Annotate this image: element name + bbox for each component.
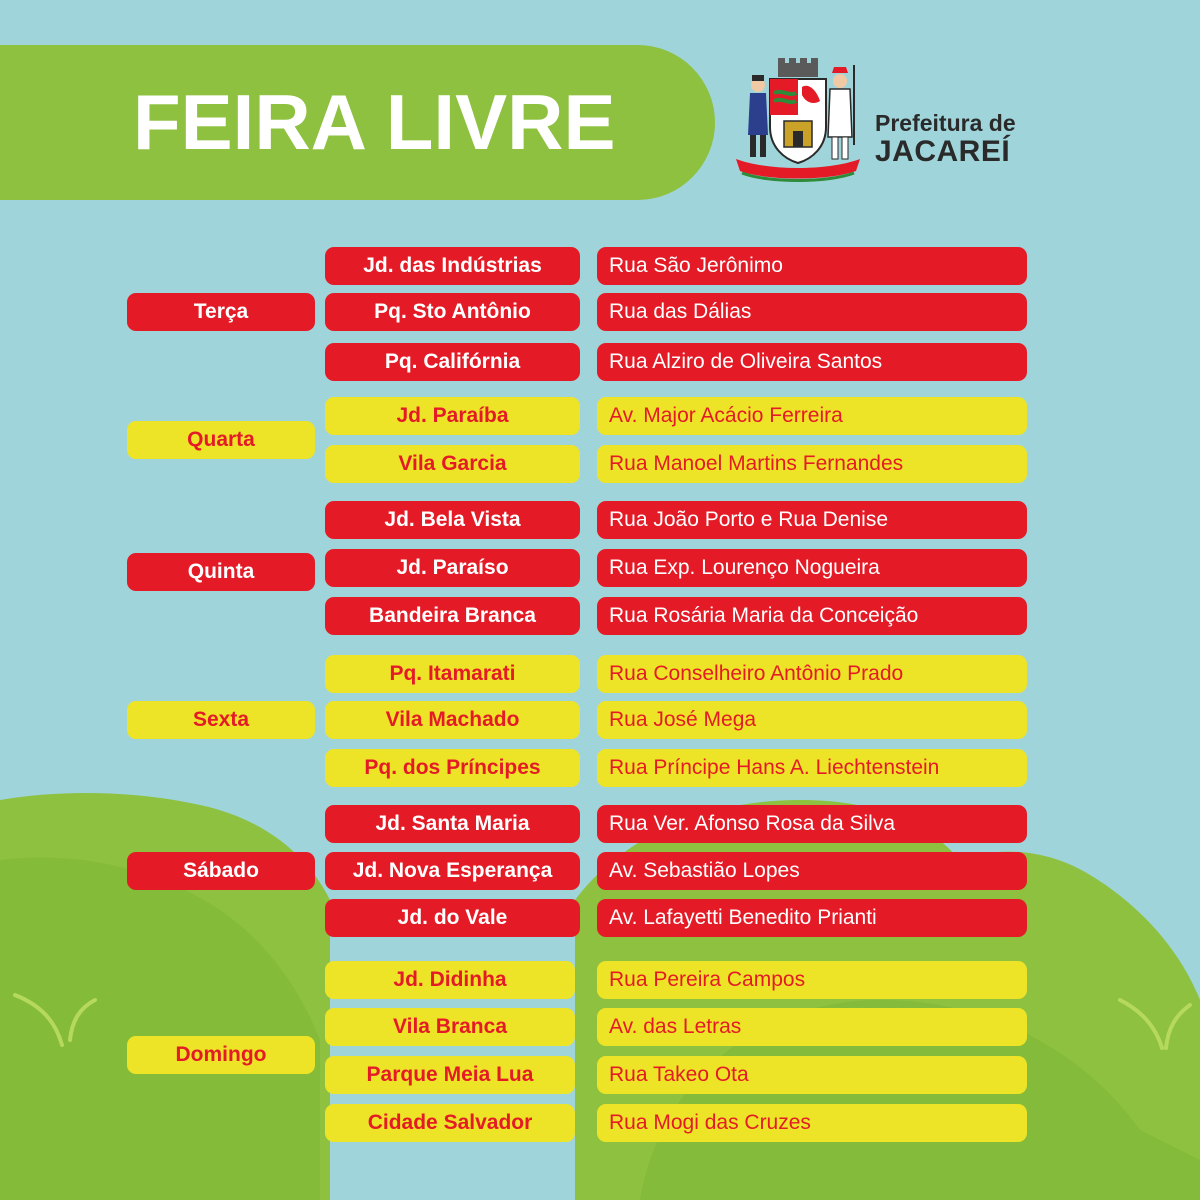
day-label: Domingo	[127, 1036, 315, 1074]
neighborhood-label: Jd. Bela Vista	[325, 501, 580, 539]
street-label: Rua Mogi das Cruzes	[597, 1104, 1027, 1142]
street-label: Rua Príncipe Hans A. Liechtenstein	[597, 749, 1027, 787]
street-label: Rua Conselheiro Antônio Prado	[597, 655, 1027, 693]
neighborhood-label: Vila Garcia	[325, 445, 580, 483]
street-label: Av. das Letras	[597, 1008, 1027, 1046]
neighborhood-label: Jd. Paraíso	[325, 549, 580, 587]
neighborhood-label: Jd. do Vale	[325, 899, 580, 937]
street-label: Rua Pereira Campos	[597, 961, 1027, 999]
brand-line-1: Prefeitura de	[875, 110, 1016, 136]
neighborhood-label: Jd. Paraíba	[325, 397, 580, 435]
neighborhood-label: Bandeira Branca	[325, 597, 580, 635]
street-label: Rua Manoel Martins Fernandes	[597, 445, 1027, 483]
street-label: Av. Lafayetti Benedito Prianti	[597, 899, 1027, 937]
street-label: Rua João Porto e Rua Denise	[597, 501, 1027, 539]
street-label: Rua José Mega	[597, 701, 1027, 739]
neighborhood-label: Vila Machado	[325, 701, 580, 739]
neighborhood-label: Jd. Nova Esperança	[325, 852, 580, 890]
street-label: Rua Ver. Afonso Rosa da Silva	[597, 805, 1027, 843]
street-label: Rua das Dálias	[597, 293, 1027, 331]
neighborhood-label: Parque Meia Lua	[325, 1056, 575, 1094]
neighborhood-label: Cidade Salvador	[325, 1104, 575, 1142]
day-label: Quinta	[127, 553, 315, 591]
day-label: Sábado	[127, 852, 315, 890]
street-label: Rua Alziro de Oliveira Santos	[597, 343, 1027, 381]
day-label: Sexta	[127, 701, 315, 739]
street-label: Rua Takeo Ota	[597, 1056, 1027, 1094]
day-label: Quarta	[127, 421, 315, 459]
neighborhood-label: Pq. Sto Antônio	[325, 293, 580, 331]
street-label: Rua Exp. Lourenço Nogueira	[597, 549, 1027, 587]
neighborhood-label: Pq. Itamarati	[325, 655, 580, 693]
street-label: Rua São Jerônimo	[597, 247, 1027, 285]
coat-of-arms-logo	[728, 55, 868, 190]
brand-line-2: JACAREÍ	[875, 135, 1011, 168]
neighborhood-label: Jd. das Indústrias	[325, 247, 580, 285]
page-title: FEIRA LIVRE	[133, 78, 616, 166]
street-label: Av. Major Acácio Ferreira	[597, 397, 1027, 435]
neighborhood-label: Jd. Santa Maria	[325, 805, 580, 843]
neighborhood-label: Jd. Didinha	[325, 961, 575, 999]
street-label: Av. Sebastião Lopes	[597, 852, 1027, 890]
neighborhood-label: Pq. dos Príncipes	[325, 749, 580, 787]
neighborhood-label: Pq. Califórnia	[325, 343, 580, 381]
street-label: Rua Rosária Maria da Conceição	[597, 597, 1027, 635]
neighborhood-label: Vila Branca	[325, 1008, 575, 1046]
day-label: Terça	[127, 293, 315, 331]
